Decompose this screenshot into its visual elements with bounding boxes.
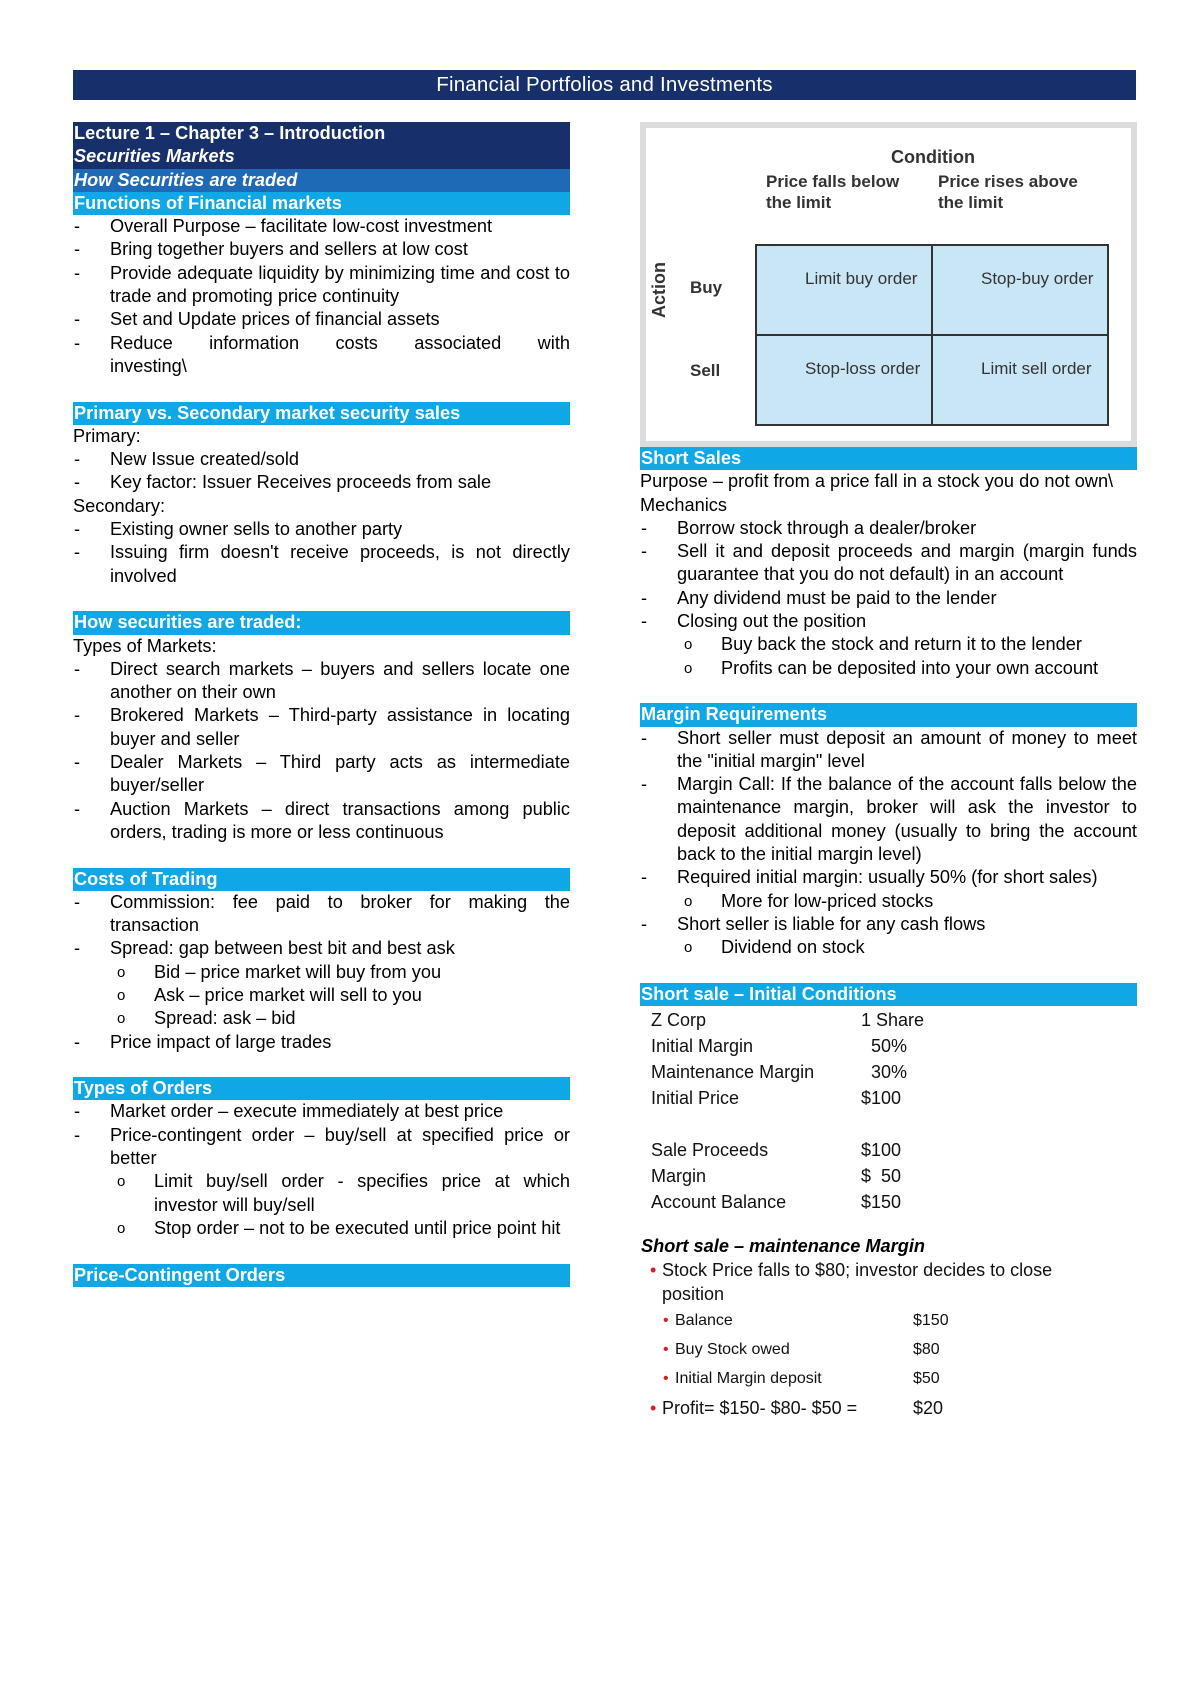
table-row: Account Balance $150 — [651, 1192, 902, 1213]
initial-conditions-table — [640, 1007, 1137, 1215]
sub-list-item: o Ask – price market will sell to you — [117, 984, 422, 1005]
list-item: - Set and Update prices of financial assets — [74, 309, 440, 330]
table-row: Maintenance Margin 30% — [651, 1062, 908, 1083]
heading-primary-secondary: Primary vs. Secondary market security sales — [73, 402, 570, 425]
heading-types-of-orders: Types of Orders — [73, 1077, 570, 1100]
list-item: - Spread: gap between best bit and best ask — [74, 938, 455, 959]
heading-how-traded: How Securities are traded — [73, 169, 570, 192]
sub-list-item: o Bid – price market will buy from you — [117, 961, 442, 982]
matrix-cell: Limit sell order — [932, 335, 1108, 425]
list-item: - Price-contingent order – buy/sell at specified price or better — [74, 1124, 570, 1169]
mechanics-label: Mechanics — [640, 494, 727, 515]
matrix-row-label: Sell — [690, 361, 721, 380]
list-item: - Sell it and deposit proceeds and margin (margin funds guarantee that you do not default) in an account — [641, 541, 1137, 585]
sub-list-item: o Dividend on stock — [684, 937, 865, 958]
list-item: - Price impact of large trades — [74, 1031, 332, 1052]
list-item: - Dealer Markets – Third party acts as intermediate buyer/seller — [74, 752, 570, 796]
right-column — [640, 122, 1137, 1423]
list-item: - Provide adequate liquidity by minimizing time and cost to trade and promoting price continuity — [74, 262, 570, 307]
bullet-item: • Stock Price falls to $80; investor decides to close position — [650, 1260, 1053, 1305]
purpose-text: Purpose – profit from a price fall in a stock you do not own\ — [640, 471, 1114, 492]
list-item: - Direct search markets – buyers and sellers locate one another on their own — [74, 658, 570, 703]
list-item: - Key factor: Issuer Receives proceeds from sale — [74, 472, 492, 493]
matrix-col-label: Price rises above the limit — [938, 172, 1078, 212]
matrix-row-label: Buy — [690, 278, 723, 297]
page-title: Financial Portfolios and Investments — [73, 70, 1136, 100]
sub-list-item: o Spread: ask – bid — [117, 1008, 296, 1029]
matrix-cell: Limit buy order — [756, 245, 932, 335]
heading-maintenance-margin: Short sale – maintenance Margin — [641, 1236, 926, 1257]
heading-price-contingent: Price-Contingent Orders — [73, 1264, 570, 1287]
sub-list-item: o Profits can be deposited into your own account — [684, 657, 1099, 678]
list-item: - Any dividend must be paid to the lender — [641, 587, 997, 608]
matrix-condition-label: Condition — [891, 147, 975, 167]
table-row: Sale Proceeds $100 — [651, 1140, 902, 1161]
list-item: - Market order – execute immediately at best price — [74, 1101, 504, 1122]
list-item: - Short seller must deposit an amount of money to meet the "initial margin" level — [641, 727, 1137, 771]
left-column — [73, 122, 570, 1287]
matrix-col-label: Price falls below the limit — [766, 172, 900, 212]
list-item: - Existing owner sells to another party — [74, 519, 403, 540]
list-item: - Issuing firm doesn't receive proceeds, is not directly involved — [74, 542, 570, 586]
list-item: - Reduce information costs associated with investing\ — [74, 332, 570, 376]
sub-list-item: o Buy back the stock and return it to the lender — [684, 634, 1082, 655]
heading-how-securities-traded: How securities are traded: — [73, 611, 570, 634]
secondary-label: Secondary: — [73, 495, 166, 516]
list-item: - Required initial margin: usually 50% (for short sales) — [641, 867, 1098, 888]
bullet-item: • Initial Margin deposit $50 — [663, 1370, 940, 1388]
bullet-item: • Profit= $150- $80- $50 = $20 — [650, 1398, 944, 1419]
list-item: - Short seller is liable for any cash flows — [641, 913, 986, 934]
bullet-item: • Balance $150 — [663, 1312, 949, 1330]
primary-label: Primary: — [73, 425, 141, 446]
list-item: - Margin Call: If the balance of the account falls below the maintenance margin, broker will ask the investor to deposit additional money (usually to bring the account back to the initial margin level) — [641, 774, 1137, 865]
matrix-action-label: Action — [649, 262, 669, 318]
list-item: - Bring together buyers and sellers at low cost — [74, 239, 468, 260]
list-item: - Borrow stock through a dealer/broker — [641, 517, 977, 538]
list-item: - Auction Markets – direct transactions among public orders, trading is more or less continuous — [74, 798, 570, 842]
table-row: Margin $ 50 — [651, 1166, 902, 1187]
bullet-item: • Buy Stock owed $80 — [663, 1341, 940, 1359]
heading-margin-requirements: Margin Requirements — [640, 703, 1137, 726]
order-matrix-figure — [640, 122, 1137, 447]
heading-securities-markets: Securities Markets — [73, 145, 570, 168]
table-row: Z Corp 1 Share — [651, 1010, 925, 1031]
table-row: Initial Margin 50% — [651, 1036, 908, 1057]
list-item: - New Issue created/sold — [74, 449, 300, 470]
heading-costs: Costs of Trading — [73, 868, 570, 891]
types-label: Types of Markets: — [73, 635, 217, 656]
matrix-cell: Stop-buy order — [932, 245, 1108, 335]
sub-list-item: o More for low-priced stocks — [684, 890, 934, 911]
list-item: - Closing out the position — [641, 611, 867, 632]
list-item: - Commission: fee paid to broker for making the transaction — [74, 891, 570, 936]
heading-short-sales: Short Sales — [640, 447, 1137, 470]
sub-list-item: o Stop order – not to be executed until price point hit — [117, 1217, 561, 1238]
list-item: - Brokered Markets – Third-party assistance in locating buyer and seller — [74, 705, 570, 749]
matrix-cell: Stop-loss order — [756, 335, 932, 425]
matrix-grid — [755, 244, 1109, 426]
heading-initial-conditions: Short sale – Initial Conditions — [640, 983, 1137, 1006]
sub-list-item: o Limit buy/sell order - specifies price at which investor will buy/sell — [117, 1171, 570, 1215]
table-row: Initial Price $100 — [651, 1088, 902, 1109]
heading-functions: Functions of Financial markets — [73, 192, 570, 215]
heading-lecture: Lecture 1 – Chapter 3 – Introduction — [73, 122, 570, 145]
list-item: - Overall Purpose – facilitate low-cost investment — [74, 216, 493, 237]
